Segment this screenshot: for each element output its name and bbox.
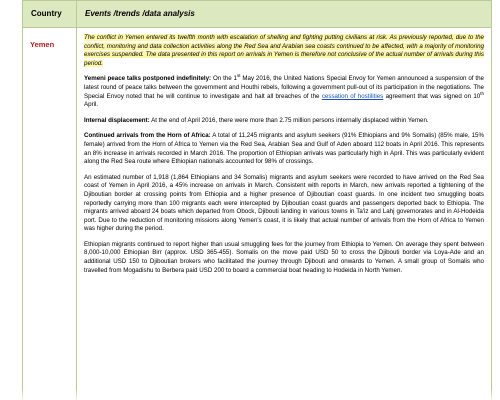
intro-text: The conflict in Yemen entered its twelfth month with escalation of shelling and fighting putting civilians at risk. As previously reported, due to the conflict, monitoring and data collection activities along the Red Sea and Arabian sea coasts continued to be affected, with a majority of monitoring exercises suspended. The data presented in this report on arrivals in Yemen is therefore not conclusive of the actual number of arrivals during this period. <box>84 34 484 67</box>
peace-talks-sup-1: st <box>237 73 241 79</box>
peace-talks-text-d: April. <box>84 101 99 109</box>
cessation-of-hostilities-link[interactable]: cessation of hostilities <box>321 92 384 100</box>
internal-displacement-paragraph <box>84 117 484 126</box>
peace-talks-sup-2: th <box>480 90 485 96</box>
peace-talks-heading: Yemeni peace talks postponed indefinitely: <box>84 75 212 83</box>
internal-displacement-text: At the end of April 2016, there were more than 2.75 million persons internally displaced within Yemen. <box>149 116 429 124</box>
header-country: Country <box>31 9 62 18</box>
arrivals-paragraph <box>84 132 484 166</box>
report-table <box>22 0 492 400</box>
peace-talks-paragraph <box>84 75 484 109</box>
arrivals-heading: Continued arrivals from the Horn of Africa: <box>84 132 211 140</box>
table-header-row <box>22 0 492 28</box>
table-right-border <box>491 28 492 400</box>
page-bottom-fade <box>0 388 500 400</box>
peace-talks-text-b: May 2016, the United Nations Special Envoy for Yemen announced a suspension of the latest round of peace talks between the government and Houthi rebels, following a government pull-out of its participation in the negotiations. The Special Envoy noted that he will continue to investigate and halt all breaches of the <box>84 75 484 100</box>
table-left-border <box>22 28 23 400</box>
peace-talks-text-a: On the 1 <box>211 75 237 83</box>
red-sea-arrivals-paragraph: An estimated number of 1,918 (1,864 Ethiopians and 34 Somalis) migrants and asylum seekers were recorded to have arrived on the Red Sea coast of Yemen in April 2016, a 45% increase on arrivals in March. Consistent with reports in March, new arrivals reported a tightening of the Djiboutian border at crossing points from Ethiopia and a higher presence of Djiboutian coast guards. In one incident two smuggling boats reportedly carrying more than 100 migrants each were intercepted by Djiboutian coast guards and passengers deported back to Ethiopia. The migrants arrived aboard 24 boats which departed from Obock, Djibouti landing in various towns in Ta'iz and Lahj governorates and in Al-Hodeida port. Due to the reduction of monitoring missions along Yemen's coast, it is likely that actual number of arrivals from the Horn of Africa to Yemen was higher during the period. <box>84 173 484 233</box>
column-divider <box>76 0 77 400</box>
events-cell <box>84 34 484 282</box>
intro-paragraph <box>84 34 484 68</box>
arrivals-text: A total of 11,245 migrants and asylum seekers (91% Ethiopians and 9% Somalis) (85% male, 15% female) arrived from the Horn of Africa to Yemen via the Red Sea, Arabian Sea and Gulf of Aden aboard 112 boats in April 2016. This represents an 8% increase in arrivals recorded in March 2016. The proportion of Ethiopian arrivals was particularly high in April. This was particularly evident along the Red Sea route where Ethiopian nationals accounted for 98% of crossings. <box>84 132 484 166</box>
header-events: Events /trends /data analysis <box>85 9 195 18</box>
smuggling-fees-paragraph: Ethiopian migrants continued to report higher than usual smuggling fees for the journey from Ethiopia to Yemen. On average they spent between 8,000-10,000 Ethiopian Birr (approx. USD 365-455). Somalis on the move paid USD 50 to cross the Djibouti border via Loya-Ade and an additional USD 150 to Djiboutian brokers who facilitated the journey through Djibouti and onwards to Yemen. A small group of Somalis who travelled from Mogadishu to Berbera paid USD 200 to board a commercial boat heading to Hodeida in North Yemen. <box>84 240 484 274</box>
internal-displacement-heading: Internal displacement: <box>84 116 150 124</box>
country-cell: Yemen <box>30 40 55 49</box>
peace-talks-text-c: agreement that was signed on 10 <box>383 92 481 100</box>
